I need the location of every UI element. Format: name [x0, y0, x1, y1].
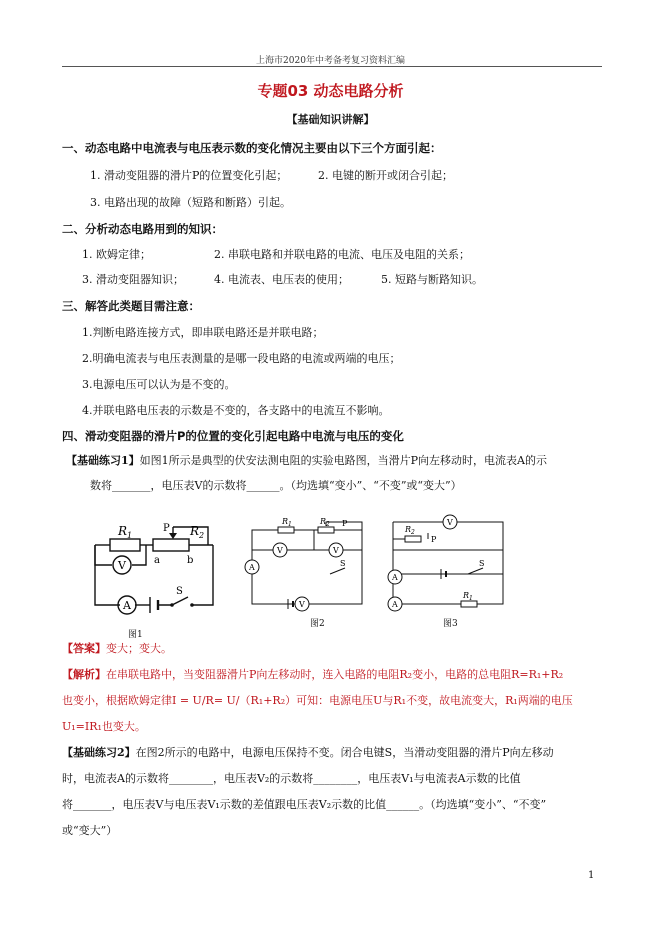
- section2-item-5: 5. 短路与断路知识。: [381, 273, 483, 286]
- fig1-voltmeter-label: V: [118, 559, 126, 572]
- fig1-s-label: S: [176, 586, 183, 597]
- section3-item-3: 3.电源电压可以认为是不变的。: [82, 378, 236, 391]
- fig3-r2-label: $R_2$: [405, 525, 415, 536]
- fig1-r2-label: $R_2$: [190, 524, 205, 540]
- fig3-a-label: A: [392, 573, 398, 582]
- section1-item-3: 3. 电路出现的故障（短路和断路）引起。: [90, 196, 291, 209]
- ex2-text1: 在图2所示的电路中，电源电压保持不变。闭合电键S，当滑动变阻器的滑片P向左移动: [135, 746, 554, 759]
- section2-item-3: 3. 滑动变阻器知识；: [82, 273, 184, 286]
- section1-heading: 一、动态电路中电流表与电压表示数的变化情况主要由以下三个方面引起：: [62, 141, 442, 155]
- ex1-answer-text: 变大；变大。: [106, 642, 172, 655]
- section2-item-1: 1. 欧姆定律；: [82, 248, 151, 261]
- fig2-v1-label: V: [277, 546, 283, 555]
- fig3-a1-label: A: [392, 600, 398, 609]
- figure-1-caption: 图1: [128, 630, 143, 640]
- ex1-analysis-line1: [62, 663, 563, 686]
- ex1-line2: 数将_______，电压表V的示数将______。（均选填“变小”、“不变”或“变大”）: [90, 479, 462, 492]
- figure-3-caption: 图3: [443, 619, 458, 629]
- fig1-b-label: b: [187, 555, 194, 566]
- section1-item-2: 2. 电键的断开或闭合引起；: [318, 169, 453, 182]
- ex1-line1: [66, 449, 547, 472]
- fig1-p-label: P: [163, 523, 170, 534]
- figure-1-circuit: [80, 515, 230, 625]
- fig2-v2-label: V: [333, 546, 339, 555]
- fig3-p-label: P: [431, 535, 437, 544]
- ex1-analysis-line2: 也变小，根据欧姆定律I = U/R= U/（R₁+R₂）可知：电源电压U与R₁不变，故电流变大，R₁两端的电压: [62, 694, 573, 707]
- ex1-tag: 【基础练习1】: [66, 454, 140, 467]
- fig1-a-label: a: [154, 555, 160, 566]
- fig3-v-label: V: [447, 518, 453, 527]
- figure-3-circuit: [383, 512, 513, 617]
- ex2-line2: 时，电流表A的示数将________，电压表V₂的示数将________，电压表V₁与电流表A示数的比值: [62, 772, 521, 785]
- fig2-p-label: P: [342, 519, 348, 528]
- figure-2-caption: 图2: [310, 619, 325, 629]
- figure-2-circuit: [240, 512, 370, 617]
- page-number: 1: [588, 870, 595, 881]
- ex2-line1: [62, 741, 554, 764]
- ex2-tag: 【基础练习2】: [62, 746, 136, 759]
- ex1-answer: [62, 637, 172, 660]
- fig1-ammeter-label: A: [123, 599, 131, 612]
- section3-item-1: 1.判断电路连接方式，即串联电路还是并联电路；: [82, 326, 324, 339]
- section2-item-2: 2. 串联电路和并联电路的电流、电压及电阻的关系；: [214, 248, 470, 261]
- section3-heading: 三、解答此类题目需注意：: [62, 299, 200, 313]
- ex1-analysis-line3: U₁=IR₁也变大。: [62, 720, 146, 733]
- ex1-answer-tag: 【答案】: [62, 642, 106, 655]
- fig2-s-label: S: [340, 559, 346, 568]
- ex1-analysis-tag: 【解析】: [62, 668, 106, 681]
- section1-item-1: 1. 滑动变阻器的滑片P的位置变化引起；: [90, 169, 288, 182]
- fig2-r2-label: $R_2$: [320, 517, 330, 528]
- ex2-line3: 将_______，电压表V与电压表V₁示数的差值跟电压表V₂示数的比值______。（均选填“变小”、“不变”: [62, 798, 547, 811]
- section3-item-4: 4.并联电路电压表的示数是不变的，各支路中的电流互不影响。: [82, 404, 390, 417]
- ex2-line4: 或“变大”）: [62, 824, 118, 837]
- page-header: 上海市2020年中考备考复习资料汇编: [256, 56, 405, 66]
- section3-item-2: 2.明确电流表与电压表测量的是哪一段电路的电流或两端的电压；: [82, 352, 401, 365]
- section2-heading: 二、分析动态电路用到的知识：: [62, 222, 223, 236]
- fig2-v-label: V: [299, 600, 305, 609]
- fig3-s-label: S: [479, 559, 485, 568]
- fig3-r1-label: $R_1$: [463, 591, 473, 602]
- page-title: 专题03 动态电路分析: [257, 82, 404, 100]
- fig1-r1-label: $R_1$: [118, 524, 133, 540]
- ex1-text1: 如图1所示是典型的伏安法测电阻的实验电路图，当滑片P向左移动时，电流表A的示: [139, 454, 547, 467]
- ex1-analysis-text1: 在串联电路中，当变阻器滑片P向左移动时，连入电路的电阻R₂变小，电路的总电阻R=R₁+R₂: [106, 668, 564, 681]
- subtitle: 【基础知识讲解】: [286, 113, 375, 126]
- section4-heading: 四、滑动变阻器的滑片P的位置的变化引起电路中电流与电压的变化: [62, 429, 404, 443]
- fig2-r1-label: $R_1$: [282, 517, 292, 528]
- section2-item-4: 4. 电流表、电压表的使用；: [214, 273, 349, 286]
- fig2-ammeter-label: A: [249, 563, 255, 572]
- header-rule: [62, 66, 602, 67]
